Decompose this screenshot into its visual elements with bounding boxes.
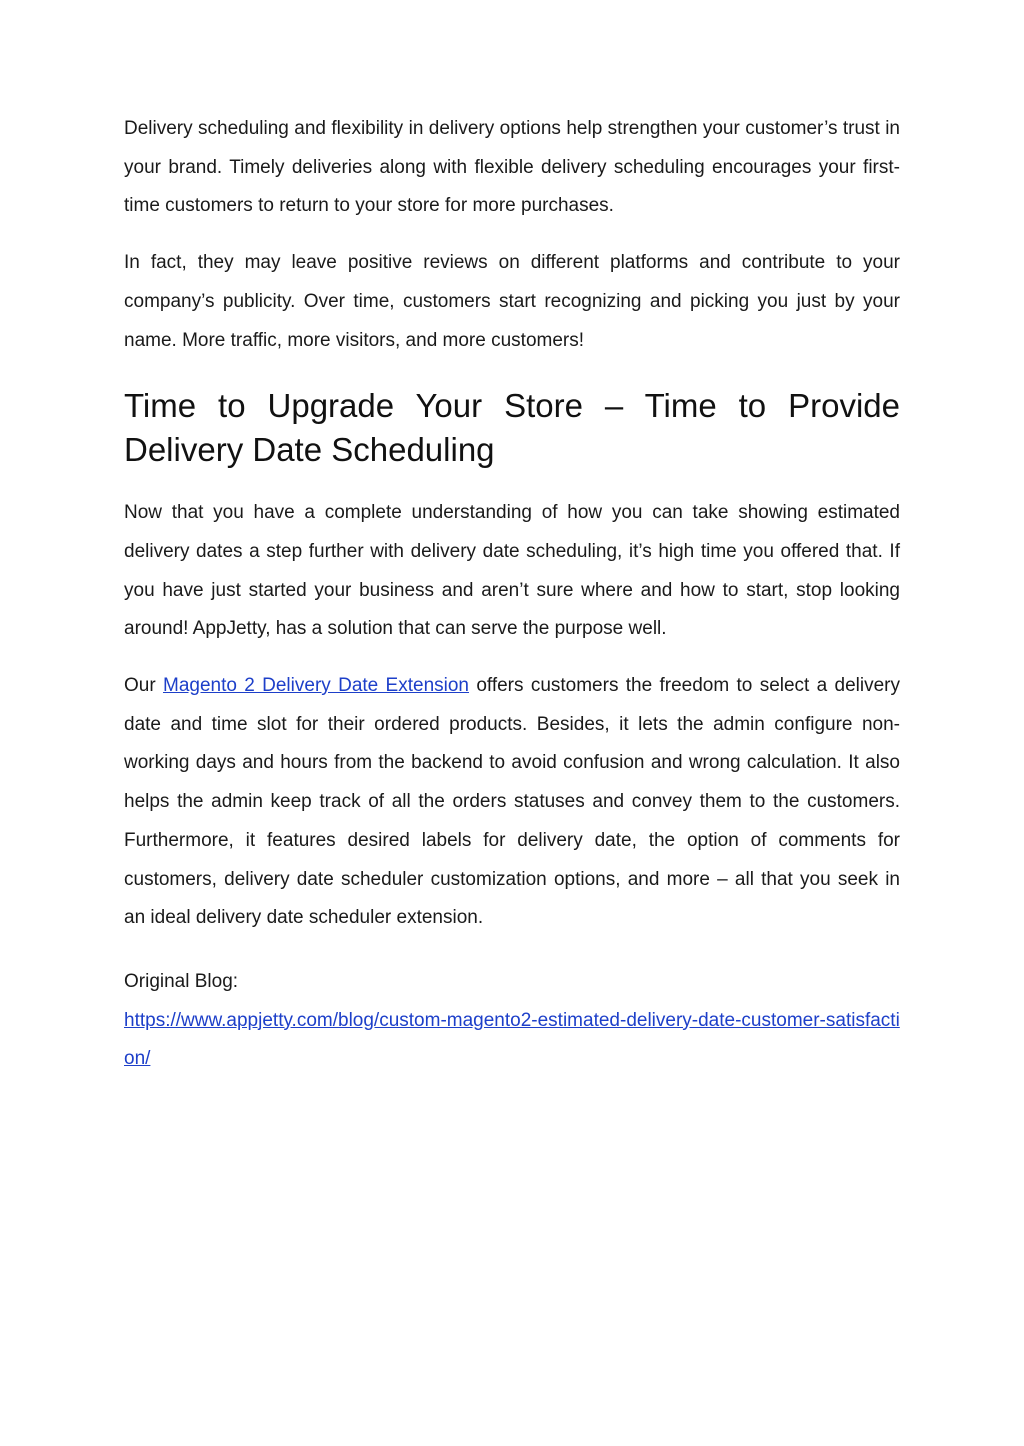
magento-extension-link[interactable]: Magento 2 Delivery Date Extension [163, 675, 469, 697]
paragraph-extension-offer [124, 667, 900, 938]
original-blog-link[interactable]: https://www.appjetty.com/blog/custom-magento2-estimated-delivery-date-customer-satisfaction/ [124, 1009, 900, 1070]
original-blog-block [124, 963, 900, 1079]
original-blog-label: Original Blog: [124, 970, 239, 992]
paragraph-extension-prefix: Our [124, 675, 163, 697]
paragraph-positive-reviews: In fact, they may leave positive reviews on different platforms and contribute to your company’s publicity. Over time, customers start recognizing and picking you just by your name. More traffic, more visitors, and more customers! [124, 252, 900, 351]
paragraph-complete-understanding: Now that you have a complete understanding of how you can take showing estimated delivery dates a step further with delivery date scheduling, it’s high time you offered that. If you have just started your business and aren’t sure where and how to start, stop looking around! AppJetty, has a solution that can serve the purpose well. [124, 502, 900, 640]
paragraph-delivery-scheduling: Delivery scheduling and flexibility in delivery options help strengthen your customer’s trust in your brand. Timely deliveries along with flexible delivery scheduling encourages your first-time customers to return to your store for more purchases. [124, 118, 900, 217]
section-heading: Time to Upgrade Your Store – Time to Provide Delivery Date Scheduling [124, 387, 900, 469]
paragraph-extension-suffix: offers customers the freedom to select a delivery date and time slot for their ordered products. Besides, it lets the admin configure non-working days and hours from the backend to avoid confusion and wrong calculation. It also helps the admin keep track of all the orders statuses and convey them to the customers. Furthermore, it features desired labels for delivery date, the option of comments for customers, delivery date scheduler customization options, and more – all that you seek in an ideal delivery date scheduler extension. [124, 675, 901, 929]
document-page [124, 110, 900, 1079]
